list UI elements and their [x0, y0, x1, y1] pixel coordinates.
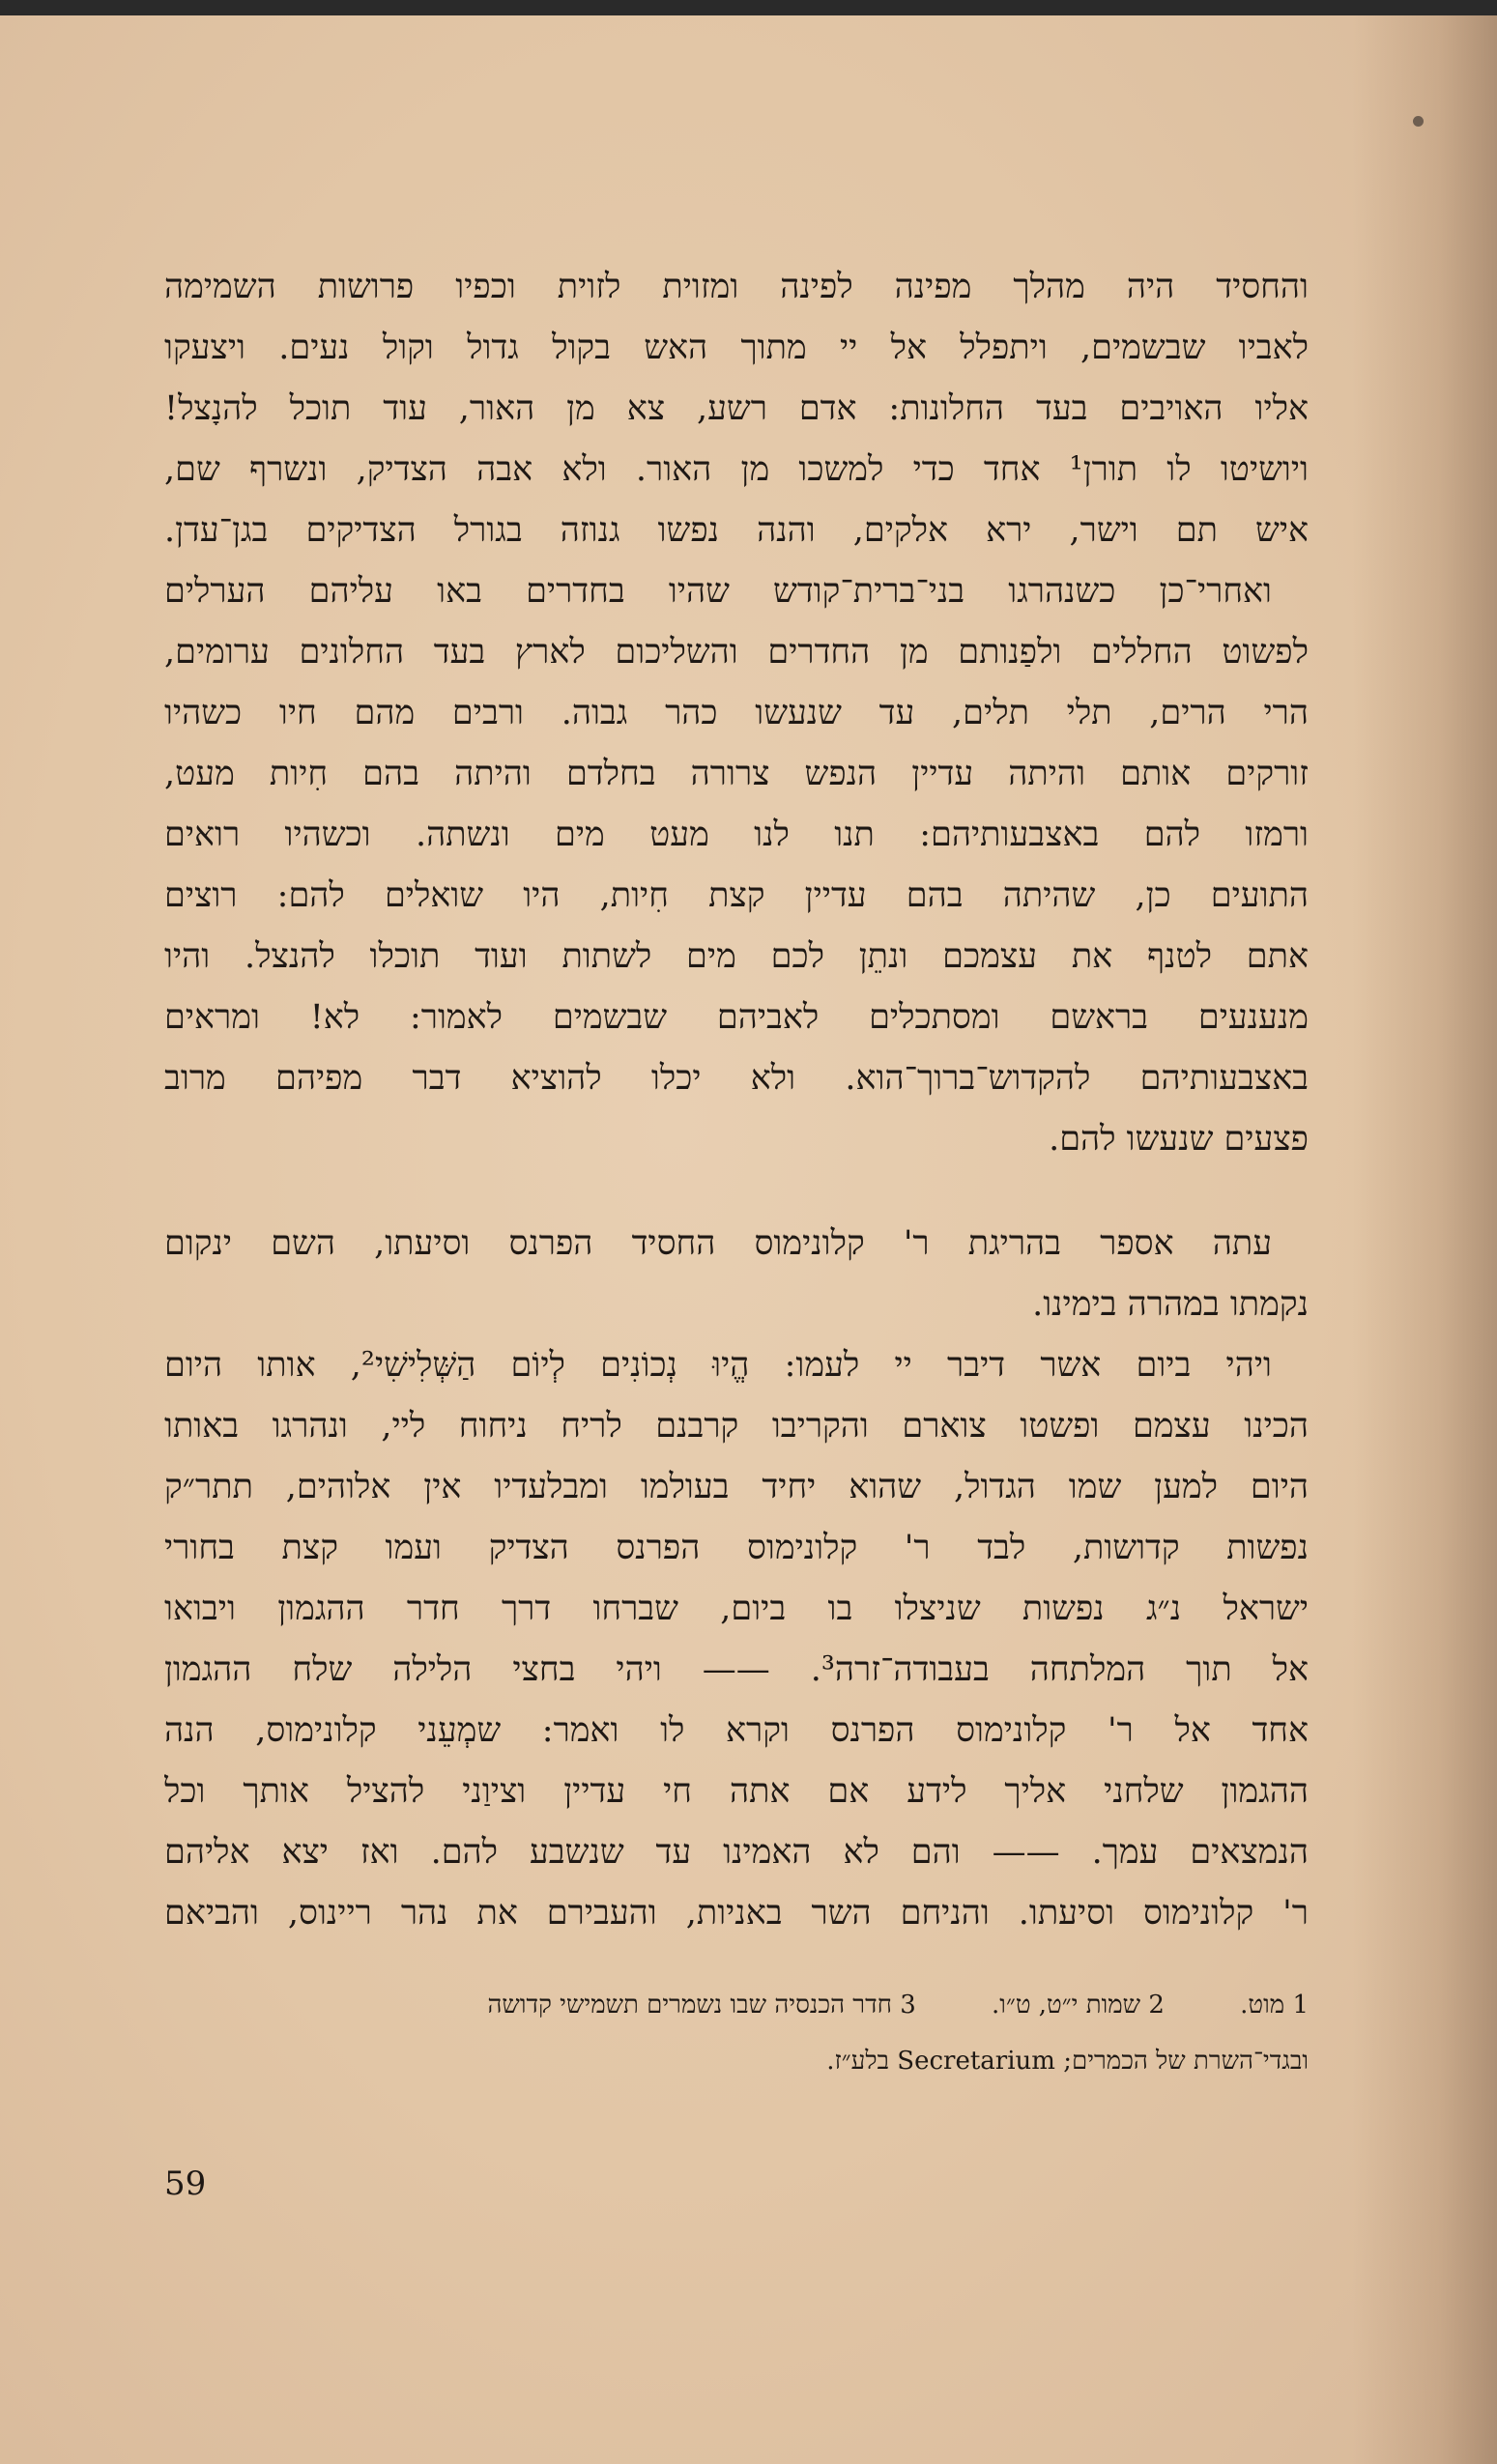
text-line: עתה אספר בהריגת ר' קלונימוס החסיד הפרנס וסיעתו, השם ינקום	[164, 1224, 1272, 1263]
text-line: פצעים שנעשו להם.	[1049, 1120, 1309, 1159]
text-line: הנמצאים עמך. —— והם לא האמינו עד שנשבע להם. ואז יצא אליהם	[164, 1833, 1309, 1872]
paper-spot	[1413, 116, 1424, 127]
footnote-1: 1 מוט.	[1240, 1991, 1309, 2020]
text-line: היום למען שמו הגדול, שהוא יחיד בעולמו ומבלעדיו אין אלוהים, תתר״ק	[164, 1468, 1309, 1506]
text-line: באצבעותיהם להקדוש־ברוך־הוא. ולא יכלו להוציא דבר מפיהם מרוב	[164, 1059, 1309, 1098]
footnotes	[164, 1977, 1309, 2089]
book-page	[0, 15, 1497, 2464]
text-line: זורקים אותם והיתה עדיין הנפש צרורה בחלדם והיתה בהם חִיות מעט,	[164, 755, 1309, 793]
main-text	[164, 257, 1309, 1944]
footnote-3: 3 חדר הכנסיה שבו נשמרים תשמישי קדושה	[487, 1991, 916, 2020]
text-line: ההגמון שלחני אליך לידע אם אתה חי עדיין וציוַני להציל אותך וכל	[164, 1772, 1309, 1811]
text-line: נקמתו במהרה בימינו.	[1032, 1285, 1309, 1324]
text-line: ויהי ביום אשר דיבר יי לעמו: הֱיוּ נְכוֹנִים לְיוֹם הַשְּׁלִישִׁי², אותו היום	[164, 1346, 1272, 1385]
text-line: והחסיד היה מהלך מפינה לפינה ומזוית לזוית וכפיו פרושות השמימה	[164, 268, 1309, 306]
text-line: ויושיטו לו תורן¹ אחד כדי למשכו מן האור. ולא אבה הצדיק, ונשרף שם,	[164, 450, 1309, 489]
text-line: אל תוך המלתחה בעבודה־זרה³. —— ויהי בחצי הלילה שלח ההגמון	[164, 1650, 1309, 1689]
paragraph-gap	[164, 1170, 1309, 1214]
text-line: ר' קלונימוס וסיעתו. והניחם השר באניות, והעבירם את נהר ריינוס, והביאם	[164, 1894, 1309, 1933]
text-line: מנענעים בראשם ומסתכלים לאביהם שבשמים לאמור: לא! ומראים	[164, 998, 1309, 1037]
footnote-line: ובגדי־השרת של הכמרים; Secretarium בלע״ז.	[826, 2047, 1309, 2076]
text-line: הכינו עצמם ופשטו צוארם והקריבו קרבנם לריח ניחוח ליי, ונהרגו באותו	[164, 1407, 1309, 1446]
text-line: ישראל נ״ג נפשות שניצלו בו ביום, שברחו דרך חדר ההגמון ויבואו	[164, 1590, 1309, 1628]
text-line: לאביו שבשמים, ויתפלל אל יי מתוך האש בקול גדול וקול נעים. ויצעקו	[164, 329, 1309, 367]
footnote-2: 2 שמות י״ט, ט״ו.	[992, 1991, 1165, 2020]
text-line: אתם לטנף את עצמכם ונתֵן לכם מים לשתות ועוד תוכלו להנצל. והיו	[164, 937, 1309, 976]
text-line: התועים כן, שהיתה בהם עדיין קצת חִיות, היו שואלים להם: רוצים	[164, 876, 1309, 915]
text-line: ואחרי־כן כשנהרגו בני־ברית־קודש שהיו בחדרים באו עליהם הערלים	[164, 572, 1272, 611]
text-line: איש תם וישר, ירא אלקים, והנה נפשו גנוזה בגורל הצדיקים בגן־עדן.	[164, 511, 1309, 550]
text-line: ורמזו להם באצבעותיהם: תנו לנו מעט מים ונשתה. וכשהיו רואים	[164, 816, 1309, 854]
page-number: 59	[164, 2164, 207, 2203]
footnote-line	[164, 1977, 1309, 2033]
text-line: נפשות קדושות, לבד ר' קלונימוס הפרנס הצדיק ועמו קצת בחורי	[164, 1529, 1309, 1567]
text-line: לפשוט החללים ולפַנותם מן החדרים והשליכום לארץ בעד החלונים ערומים,	[164, 633, 1309, 672]
text-line: אחד אל ר' קלונימוס הפרנס וקרא לו ואמר: שמְעֵני קלונימוס, הנה	[164, 1711, 1309, 1750]
text-line: אליו האויבים בעד החלונות: אדם רשע, צא מן האור, עוד תוכל להנָצל!	[164, 389, 1309, 428]
text-line: הרי הרים, תלי תלים, עד שנעשו כהר גבוה. ורבים מהם חיו כשהיו	[164, 694, 1309, 732]
